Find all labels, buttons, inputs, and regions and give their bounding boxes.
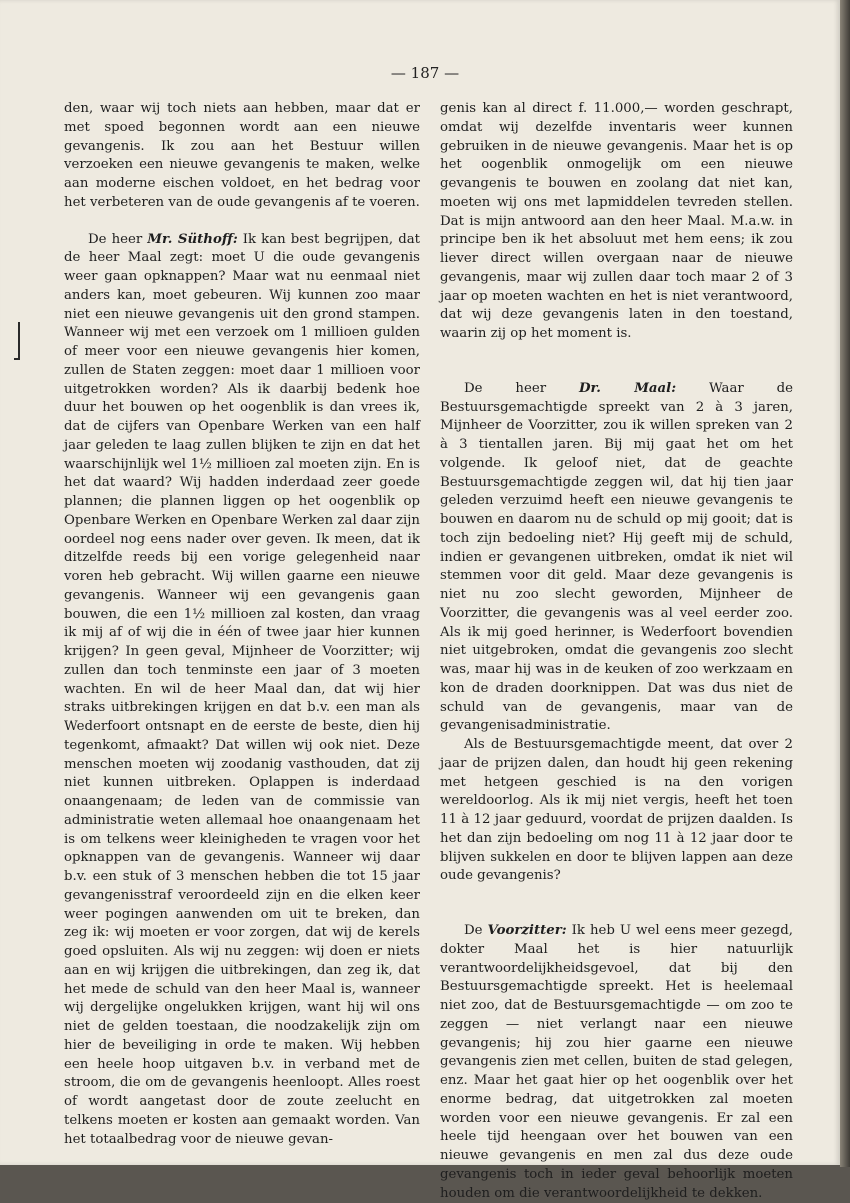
- paragraph: den, waar wij toch niets aan hebben, maar dat er met spoed begonnen wordt aan een nieuwe gevangenis. Ik zou aan het Bestuur willen verzoeken een nieuwe gevangenis te maken, welke aan moderne eischen voldoet, en het bedrag voor het verbeteren van de oude gevangenis af te voeren.: [64, 101, 420, 210]
- paragraph: genis kan al direct f. 11.000,— worden geschrapt, omdat wij dezelfde inventaris weer kunnen gebruiken in de nieuwe gevangenis. Maar het is op het oogenblik onmogelijk om een nieuwe gevangenis te bouwen en zoolang dat niet kan, moeten wij ons met lapmiddelen tevreden stellen. Dat is mijn antwoord aan den heer Maal. M.a.w. in principe ben ik het absoluut met hem eens; ik zou liever direct willen overgaan naar de nieuwe gevangenis, maar wij zullen daar toch maar 2 of 3 jaar op moeten wachten en het is niet verantwoord, dat wij deze gevangenis laten in den toestand, waarin zij op het moment is.: [440, 101, 793, 341]
- paragraph: Als de Bestuursgemachtigde meent, dat over 2 jaar de prijzen dalen, dan houdt hij geen rekening met hetgeen geschied is na den vorigen wereldoorlog. Als ik mij niet vergis, heeft het toen 11 à 12 jaar geduurd, voordat de prijzen daalden. Is het dan zijn bedoeling om nog 11 à 12 jaar door te blijven sukkelen en door te blijven lappen aan deze oude gevangenis?: [440, 737, 793, 884]
- speech-text: Waar de Bestuursgemachtigde spreekt van 2 à 3 jaren, Mijnheer de Voorzitter, zou ik willen spreken van 2 à 3 tientallen jaren. Bij mij gaat het om het volgende. Ik geloof niet, dat de geachte Bestuursgemachtigde zeggen wil, dat hij tien jaar geleden verzuimd heeft een nieuwe gevangenis te bouwen en daarom nu de schuld op mij gooit; dat is toch zijn bedoeling niet? Hij geeft mij de schuld, indien er gevangenen uitbreken, omdat ik niet wil stemmen voor dit geld. Maar deze gevangenis is niet nu zoo slecht geworden, Mijnheer de Voorzitter, die gevangenis was al veel eerder zoo. Als ik mij goed herinner, is Wederfoort bovendien niet uitgebroken, omdat die gevangenis zoo slecht was, maar hij was in de keuken of zoo werkzaam en kon de draden doorknippen. Dat was dus niet de schuld van de gevangenis, maar van de gevangenisadministratie.: [440, 380, 794, 734]
- left-column: [64, 100, 420, 1149]
- speech-maal: [440, 380, 793, 736]
- margin-pencil-mark: [18, 322, 20, 360]
- speech-intro: De: [464, 923, 488, 938]
- page-number: — 187 —: [390, 64, 460, 82]
- speaker-name: Dr. Maal:: [578, 380, 677, 396]
- margin-pencil-tick: [14, 358, 20, 360]
- speaker-name: Mr. Süthoff:: [147, 231, 238, 247]
- speech-intro: De heer: [88, 231, 148, 247]
- speech-voorzitter: [440, 922, 793, 1203]
- speech-intro: De heer: [464, 380, 579, 396]
- speech-text: Ik heb U wel eens meer gezegd, dokter Maal het is hier natuurlijk verantwoordelijkheidsgevoel, dat bij den Bestuursgemachtigde spreekt. Het is heelemaal niet zoo, dat de Bestuursgemachtigde — om zoo te zeggen — niet verlangt naar een nieuwe gevangenis; hij zou hier gaarne een nieuwe gevangenis zien met cellen, buiten de stad gelegen, enz. Maar het gaat hier op het oogenblik over het enorme bedrag, dat uitgetrokken zal moeten worden voor een nieuwe gevangenis. Er zal een heele tijd heengaan over het bouwen van een nieuwe gevangenis en men zal dus deze oude gevangenis toch in ieder geval behoorlijk moeten houden om die verantwoordelijkheid te dekken.: [440, 923, 793, 1201]
- page-edge-shadow: [840, 0, 850, 1167]
- speech-text: Ik kan best begrijpen, dat de heer Maal zegt: moet U die oude gevangenis weer gaan opknappen? Maar wat nu eenmaal niet anders kan, moet gebeuren. Wij kunnen zoo maar niet een nieuwe gevangenis uit den grond stampen. Wanneer wij met een verzoek om 1 millioen gulden of meer voor een nieuwe gevangenis hier komen, zullen de Staten zeggen: moet daar 1 millioen voor uitgetrokken worden? Als ik daarbij bedenk hoe duur het bouwen op het oogenblik is dan vrees ik, dat de cijfers van Openbare Werken van een half jaar geleden te laag zullen blijken te zijn en dat het waarschijnlijk wel 1½ millioen zal moeten zijn. En is het dat waard? Wij hadden inderdaad zeer goede plannen; die plannen liggen op het oogenblik op Openbare Werken en Openbare Werken zal daar zijn oordeel nog eens nader over geven. Ik meen, dat ik ditzelfde reeds bij een vorige gelegenheid naar voren heb gebracht. Wij willen gaarne een nieuwe gevangenis. Wanneer wij een gevangenis gaan bouwen, die een 1½ millioen zal kosten, dan vraag ik mij af of wij die in één of twee jaar hier kunnen krijgen? In geen geval, Mijnheer de Voorzitter; wij zullen dan toch tenminste een jaar of 3 moeten wachten. En wil de heer Maal dan, dat wij hier straks uitbrekingen krijgen en dat b.v. een man als Wederfoort ontsnapt en de eerste de beste, dien hij tegenkomt, afmaakt? Dat willen wij ook niet. Deze menschen moeten wij zoodanig vasthouden, dat zij niet kunnen uitbreken. Oplappen is inderdaad onaangenaam; de leden van de commissie van administratie weten allemaal hoe onaangenaam het is om telkens weer kleinigheden te vragen voor het opknappen van de gevangenis. Wanneer wij daar b.v. een stuk of 3 menschen hebben die tot 15 jaar gevangenisstraf veroordeeld zijn en die elken keer weer pogingen aanwenden om uit te breken, dan zeg ik: wij moeten er voor zorgen, dat wij de kerels goed opsluiten. Als wij nu zeggen: wij doen er niets aan en wij krijgen die uitbrekingen, dan zeg ik, dat het mede de schuld van den heer Maal is, wanneer wij dergelijke ongelukken krijgen, want hij wil ons niet de gelden toestaan, die noodzakelijk zijn om hier de beveiliging in orde te maken. Wij hebben een heele hoop uitgaven b.v. in verband met de stroom, die om de gevangenis heenloopt. Alles roest of wordt aangetast door de zoute zeelucht en telkens moeten er kosten aan gemaakt worden. Van het totaalbedrag voor de nieuwe gevan-: [64, 231, 420, 1147]
- speaker-name: Voorzitter:: [487, 923, 567, 938]
- speech-suthoff: [64, 231, 420, 1150]
- right-column: [440, 100, 793, 1203]
